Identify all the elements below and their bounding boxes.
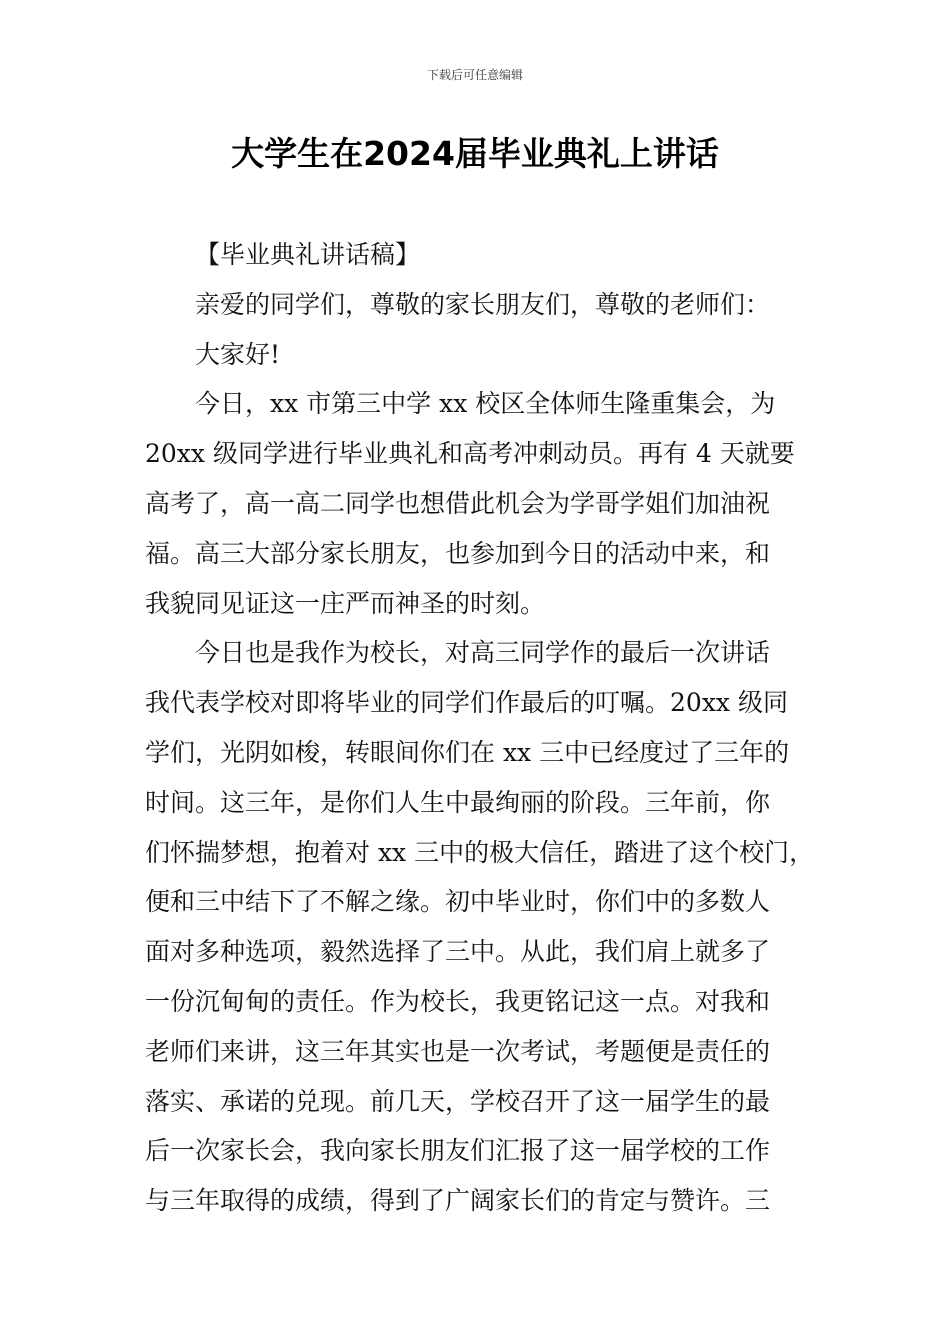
text-line: 我貌同见证这一庄严而神圣的时刻。 bbox=[145, 588, 546, 618]
text-line: 们怀揣梦想，抱着对 xx 三中的极大信任，踏进了这个校门， bbox=[145, 837, 815, 867]
text-line: 便和三中结下了不解之缘。初中毕业时，你们中的多数人 bbox=[145, 887, 771, 917]
text-line: 今日，xx 市第三中学 xx 校区全体师生隆重集会，为 bbox=[195, 389, 776, 419]
text-line: 今日也是我作为校长，对高三同学作的最后一次讲话 bbox=[195, 638, 771, 668]
header-note: 下载后可任意编辑 bbox=[426, 68, 523, 82]
salutation: 亲爱的同学们，尊敬的家长朋友们，尊敬的老师们： bbox=[195, 289, 771, 319]
text-line: 高考了，高一高二同学也想借此机会为学哥学姐们加油祝 bbox=[145, 488, 771, 518]
text-line: 后一次家长会，我向家长朋友们汇报了这一届学校的工作 bbox=[145, 1136, 771, 1166]
text-line: 时间。这三年，是你们人生中最绚丽的阶段。三年前，你 bbox=[145, 787, 771, 817]
text-line: 学们，光阴如梭，转眼间你们在 xx 三中已经度过了三年的 bbox=[145, 737, 790, 767]
text-line: 我代表学校对即将毕业的同学们作最后的叮嘱。20xx 级同 bbox=[145, 688, 788, 718]
section-label: 【毕业典礼讲话稿】 bbox=[195, 240, 421, 269]
text-line: 与三年取得的成绩，得到了广阔家长们的肯定与赞许。三 bbox=[145, 1186, 771, 1216]
text-line: 面对多种选项，毅然选择了三中。从此，我们肩上就多了 bbox=[145, 937, 771, 967]
text-line: 落实、承诺的兑现。前几天，学校召开了这一届学生的最 bbox=[145, 1086, 771, 1116]
greeting: 大家好! bbox=[195, 339, 281, 369]
page-title: 大学生在2024届毕业典礼上讲话 bbox=[231, 134, 719, 173]
text-line: 一份沉甸甸的责任。作为校长，我更铭记这一点。对我和 bbox=[145, 986, 771, 1016]
text-line: 老师们来讲，这三年其实也是一次考试，考题便是责任的 bbox=[145, 1036, 771, 1066]
document-body bbox=[145, 230, 815, 1226]
text-line: 福。高三大部分家长朋友，也参加到今日的活动中来，和 bbox=[145, 538, 771, 568]
text-line: 20xx 级同学进行毕业典礼和高考冲刺动员。再有 4 天就要 bbox=[145, 439, 795, 469]
